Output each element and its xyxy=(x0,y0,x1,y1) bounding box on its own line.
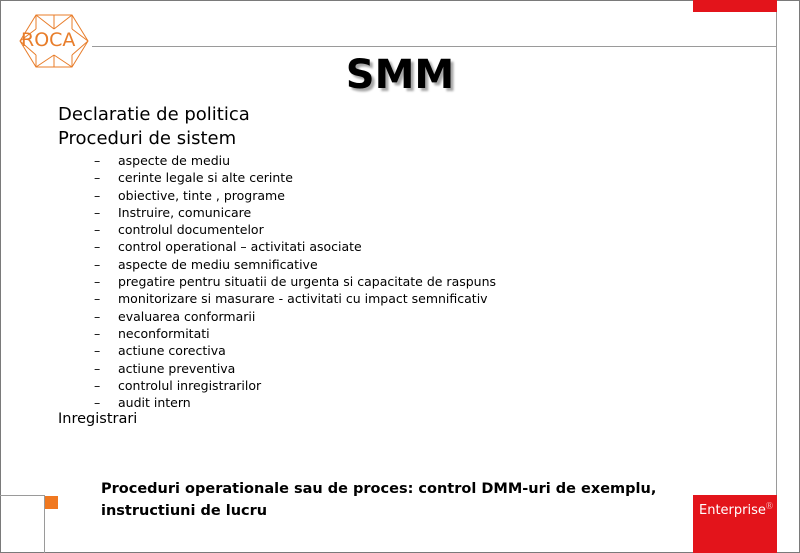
dash-bullet: – xyxy=(94,222,101,238)
footer-line-1: Proceduri operationale sau de proces: control DMM-uri de exemplu, xyxy=(101,481,657,497)
dash-bullet: – xyxy=(94,343,101,359)
list-item xyxy=(94,221,496,238)
list-item xyxy=(94,256,496,273)
list-item-text: Instruire, comunicare xyxy=(118,204,252,220)
list-item-text: neconformitati xyxy=(118,325,210,341)
dash-bullet: – xyxy=(94,153,101,168)
dash-bullet: – xyxy=(94,204,101,220)
list-item-text: audit intern xyxy=(118,395,191,411)
dash-bullet: – xyxy=(94,187,101,203)
list-item-text: controlul documentelor xyxy=(118,222,264,238)
proceduri-sistem: Proceduri de sistem xyxy=(58,128,237,149)
dash-bullet: – xyxy=(94,274,101,290)
list-item xyxy=(94,308,496,325)
list-item-text: controlul inregistrarilor xyxy=(118,377,262,393)
list-item-text: control operational – activitati asociate xyxy=(118,239,362,255)
list-item-text: aspecte de mediu semnificative xyxy=(118,256,318,272)
list-item xyxy=(94,187,496,204)
orange-accent-square xyxy=(45,496,58,509)
enterprise-brand xyxy=(699,501,773,518)
list-item xyxy=(94,394,496,411)
list-item-text: actiune corectiva xyxy=(118,343,226,359)
dash-bullet: – xyxy=(94,256,101,272)
dash-bullet: – xyxy=(94,239,101,255)
list-item-text: aspecte de mediu xyxy=(118,153,231,168)
dash-bullet: – xyxy=(94,325,101,341)
dash-bullet: – xyxy=(94,291,101,307)
list-item xyxy=(94,342,496,359)
red-accent-top xyxy=(693,0,777,12)
enterprise-mark: Ⓡ xyxy=(765,502,773,510)
list-item xyxy=(94,273,496,290)
declaratie-politica: Declaratie de politica xyxy=(58,104,250,125)
slide-title: SMM xyxy=(345,52,455,98)
list-item xyxy=(94,152,496,169)
dash-bullet: – xyxy=(94,377,101,393)
list-item xyxy=(94,290,496,307)
dash-bullet: – xyxy=(94,170,101,186)
list-item-text: evaluarea conformarii xyxy=(118,308,256,324)
footer-note xyxy=(101,478,681,522)
top-divider xyxy=(92,46,776,47)
list-item-text: monitorizare si masurare - activitati cu impact semnificativ xyxy=(118,291,488,307)
dash-bullet: – xyxy=(94,308,101,324)
enterprise-label: Enterprise xyxy=(699,503,766,518)
dash-bullet: – xyxy=(94,360,101,376)
list-item xyxy=(94,360,496,377)
list-item xyxy=(94,169,496,186)
corner-line-horizontal xyxy=(0,495,44,496)
list-item-text: cerinte legale si alte cerinte xyxy=(118,170,293,186)
list-item xyxy=(94,204,496,221)
roca-logo-text: ROCA xyxy=(21,29,76,51)
list-item-text: obiective, tinte , programe xyxy=(118,187,285,203)
footer-line-2: instructiuni de lucru xyxy=(101,503,268,519)
list-item xyxy=(94,325,496,342)
list-item xyxy=(94,377,496,394)
inregistrari: Inregistrari xyxy=(58,411,138,427)
list-item-text: actiune preventiva xyxy=(118,360,236,376)
list-item-text: pregatire pentru situatii de urgenta si capacitate de raspuns xyxy=(118,274,497,290)
dash-bullet: – xyxy=(94,395,101,411)
list-item xyxy=(94,238,496,255)
procedure-list xyxy=(94,152,496,411)
